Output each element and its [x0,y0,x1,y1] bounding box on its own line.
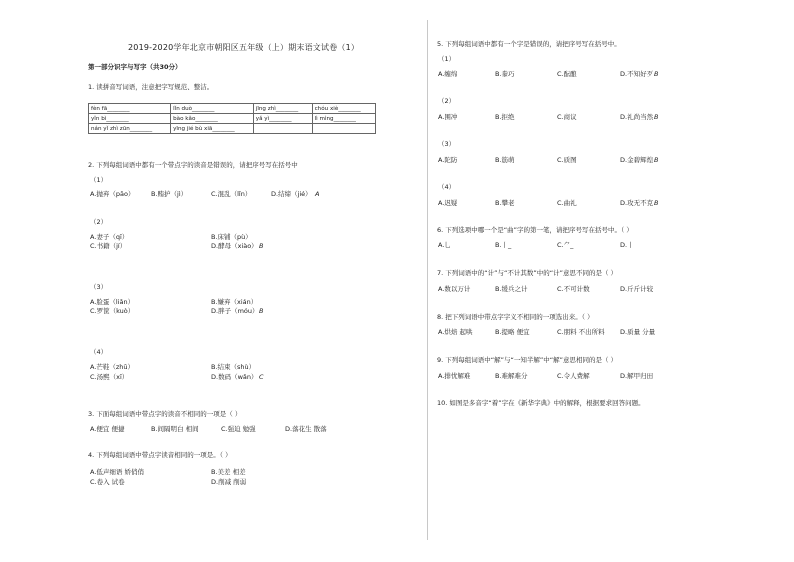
q7-option: D.斤斤计较 [620,285,654,293]
q2-option: A.脸蛋（liǎn） [90,298,135,306]
q7-option: A.数以万计 [438,285,471,293]
q5-option: D.礼尚当然 [620,113,654,121]
q7-option: B.缓兵之计 [495,285,528,293]
q5-option: A.陀防 [438,156,458,164]
q2-option: A.妻子（qī） [90,233,129,241]
q2-answer: B [259,242,264,250]
q8-stem: 8. 把下列词语中带点字字义不相同的一项选出来。（ ） [437,313,594,321]
q5-answer: B [654,156,659,164]
q8-option: A.烘焙 起哄 [438,328,473,336]
q5-option: B.拒绝 [495,113,515,121]
q2-option: D.酵母（xiào） [211,242,258,250]
q2-answer: C [259,373,264,381]
q4-option: A.低声细语 娇俏俏 [90,468,144,476]
q2-answer: A [315,190,320,198]
q9-option: D.解甲归田 [620,372,654,380]
q3-option: B.间隔明白 相间 [151,425,199,433]
q2-answer: B [259,307,264,315]
q2-option: B.结束（shù） [211,363,256,371]
q9-option: B.难解难分 [495,372,528,380]
q5-answer: B [654,70,659,78]
q5-option: A.缠绵 [438,70,458,78]
q5-group-number: （2） [438,97,456,105]
q5-option: C.商议 [557,113,577,121]
q8-option: B.提略 便宜 [495,328,530,336]
pinyin-cell: jīng zhì________ [253,104,312,114]
q7-stem: 7. 下列词语中的“计”与“不计其数”中的“计”意思不同的是（ ） [437,269,618,277]
q3-option: D.落花生 散落 [285,425,327,433]
exam-title: 2019-2020学年北京市朝阳区五年级（上）期末语文试卷（1） [128,43,360,52]
q2-option: D.胖子（móu） [211,307,259,315]
pinyin-cell [312,124,375,134]
q5-stem: 5. 下列每组词语中都有一个字是错误的，请把序号写在括号中。 [437,40,621,48]
pinyin-cell: yīng jié bù xiā________ [171,124,254,134]
table-row [89,104,376,114]
q2-group-number: （3） [90,283,108,291]
q9-stem: 9. 下列每组词语中“解”与“一知半解”中“解”意思相同的是（ ） [437,356,618,364]
q5-option: D.金碧辉煌 [620,156,654,164]
q2-group-number: （1） [90,176,108,184]
pinyin-cell: nán yǐ zhì zūn________ [89,124,171,134]
column-divider [427,20,428,540]
q5-option: B.攀老 [495,199,515,207]
q2-option: D.数码（wǎn） [211,373,258,381]
q4-option: D.削减 削弱 [211,478,247,486]
q3-option: C.强迫 勉强 [221,425,256,433]
q7-option: C.不可计数 [557,285,590,293]
q5-option: D.攻无不克 [620,199,654,207]
pinyin-cell: fèn fā________ [89,104,171,114]
q2-option: B.嫌弃（xián） [211,298,258,306]
q5-option: C.质图 [557,156,577,164]
q4-option: C.卷入 试卷 [90,478,125,486]
q2-option: A.芒鞋（zhū） [90,363,135,371]
q5-option: D.不知好歹 [620,70,654,78]
table-row [89,124,376,134]
q4-stem: 4. 下列每组词语中带点字读音相同的一项是。（ ） [88,451,232,459]
part1-heading: 第一部分识字与写字（共30分） [88,63,182,71]
q3-option: A.便宜 便捷 [90,425,125,433]
q5-option: A.迟疑 [438,199,458,207]
q6-option: B.丨_ [495,241,512,249]
q4-option: B.美差 相差 [211,468,246,476]
q6-stem: 6. 下列选项中哪一个是“曲”字的第一笔，请把序号写在括号中。（ ） [437,226,633,234]
pinyin-cell: bào kǎo________ [171,114,254,124]
q2-option: B.床铺（pù） [211,233,252,241]
q2-option: C.混乱（lǐn） [211,190,252,198]
q2-option: B.贿护（jì） [151,190,188,198]
pinyin-cell: lì mìng________ [312,114,375,124]
q3-stem: 3. 下面每组词语中带点字的读音不相同的一项是（ ） [88,410,242,418]
q1-stem: 1. 读拼音写词语，注意把字写规范、整洁。 [88,83,214,91]
q5-answer: B [654,199,659,207]
q9-option: C.令人费解 [557,372,590,380]
pinyin-cell: yǐn bì________ [89,114,171,124]
q5-option: B.筋萌 [495,156,515,164]
q5-option: C.酝酿 [557,70,577,78]
q5-group-number: （3） [438,140,456,148]
q2-stem: 2. 下列每组词语中都有一个带点字的读音是错误的，请把序号写在括号中 [88,161,298,169]
q5-group-number: （4） [438,183,456,191]
pinyin-table [88,103,376,134]
q10-stem: 10. 如图是多音字“着”字在《新华字典》中的解释，根据要求回答问题。 [437,399,645,407]
q5-option: C.曲礼 [557,199,577,207]
q6-option: C.⺈_ [557,241,574,249]
q6-option: A.乚 [438,241,451,249]
q5-answer: B [654,113,659,121]
pinyin-cell: yǎ yì________ [253,114,312,124]
q6-option: D.丨 [620,241,634,249]
q2-option: A.抛弃（pāo） [90,190,135,198]
pinyin-cell: chóu xiè________ [312,104,375,114]
q2-option: C.罗筐（kuò） [90,307,135,315]
q2-option: C.汤熙（xī） [90,373,129,381]
q2-option: C.书籍（jí） [90,242,127,250]
pinyin-cell: lǐn duò________ [171,104,254,114]
pinyin-cell [253,124,312,134]
q8-option: C.朋料 不出所料 [557,328,605,336]
q8-option: D.质量 分量 [620,328,656,336]
q2-group-number: （2） [90,218,108,226]
q2-group-number: （4） [90,348,108,356]
q5-option: B.豢巧 [495,70,515,78]
q5-group-number: （1） [438,55,456,63]
q9-option: A.排忧解难 [438,372,471,380]
q2-option: D.结缔（jié） [271,190,312,198]
table-row [89,114,376,124]
q5-option: A.围冲 [438,113,458,121]
